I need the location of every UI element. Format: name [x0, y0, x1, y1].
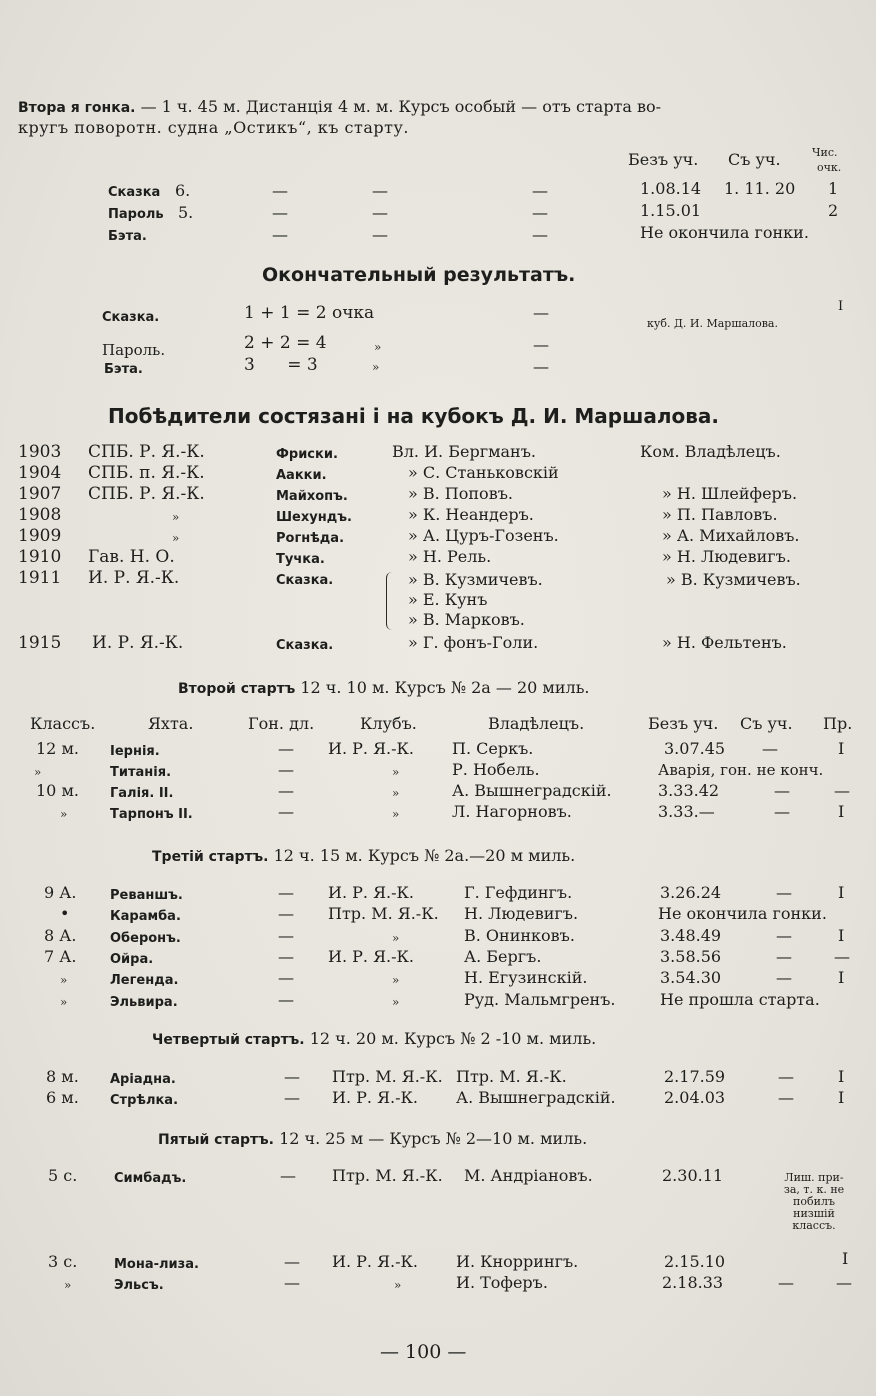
page-number: — 100 — — [380, 1341, 467, 1363]
race2-title: Втора я гонка. — [18, 100, 136, 116]
prize-note: куб. Д. И. Маршалова. — [647, 317, 778, 330]
dash: — — [533, 303, 549, 322]
yacht-name: Стрѣлка. — [110, 1093, 179, 1108]
helmsman: Вл. И. Бергманъ. — [392, 442, 536, 461]
start2-heading — [178, 679, 590, 698]
time-handicap: — — [762, 739, 778, 758]
year: 1910 — [18, 547, 62, 567]
length: — — [278, 883, 294, 902]
club: Птр. М. Я.-К. — [328, 904, 439, 923]
time-handicap: — — [774, 802, 790, 821]
note-line: Лиш. при- — [784, 1171, 844, 1184]
owner: А. Вышнеградскій. — [456, 1088, 616, 1107]
ditto-mark: » — [374, 340, 382, 354]
dash: — — [372, 225, 388, 244]
length: — — [278, 802, 294, 821]
helmsman: » В. Кузмичевъ. — [408, 570, 543, 589]
club: СПБ. Р. Я.-К. — [88, 484, 205, 504]
class: 5 с. — [48, 1166, 78, 1185]
final-calc: 2 + 2 = 4 — [244, 333, 327, 353]
prize: I — [838, 802, 845, 821]
crew-brace — [386, 572, 395, 630]
club: И. Р. Я.-К. — [332, 1252, 418, 1271]
time-no-handicap: 3.26.24 — [660, 883, 722, 902]
owner: » Н. Людевигъ. — [662, 547, 791, 566]
result-note: Не окончила гонки. — [640, 223, 809, 242]
owner: Г. Гефдингъ. — [464, 883, 573, 902]
winners-title: Побѣдители состязані і на кубокъ Д. И. Маршалова. — [108, 404, 719, 428]
note-line: классъ. — [792, 1219, 836, 1232]
race2-line2: кругъ поворотн. судна „Остикъ“, къ старту. — [18, 118, 409, 137]
owner: П. Серкъ. — [452, 739, 534, 758]
prize: — — [836, 1273, 852, 1292]
time-handicap: — — [776, 926, 792, 945]
length: — — [284, 1067, 300, 1086]
yacht-name: Шехундъ. — [276, 510, 352, 525]
class: 6 м. — [46, 1088, 79, 1107]
dash: — — [272, 225, 288, 244]
race2-header-points1: Чис. — [812, 146, 838, 159]
length: — — [278, 926, 294, 945]
class: » — [60, 973, 68, 987]
final-calc: 1 + 1 = 2 очка — [244, 303, 375, 323]
prize: I — [838, 883, 845, 902]
start4-heading — [152, 1030, 596, 1049]
race2-header-points2: очк. — [817, 161, 842, 174]
time-no-handicap: 2.15.10 — [664, 1252, 726, 1271]
start3-title: Третій стартъ. — [152, 849, 269, 865]
yacht-name: Галія. II. — [110, 786, 174, 801]
length: — — [280, 1166, 296, 1185]
time-no-handicap: 3.33.— — [658, 802, 715, 821]
owner: » Н. Шлейферъ. — [662, 484, 798, 503]
class: » — [34, 765, 42, 779]
col-yacht: Яхта. — [148, 714, 194, 733]
helmsman: » К. Неандеръ. — [408, 505, 534, 524]
yacht-name: Мона-лиза. — [114, 1257, 199, 1272]
class: 8 м. — [46, 1067, 79, 1086]
yacht-name: Рогнѣда. — [276, 531, 345, 546]
race-number: 5. — [178, 203, 194, 222]
prize: I — [838, 1088, 845, 1107]
start3-heading — [152, 847, 575, 866]
yacht-name: Реваншъ. — [110, 888, 183, 903]
year: 1911 — [18, 568, 62, 588]
disqualification-note — [764, 1172, 864, 1232]
final-yacht: Пароль. — [102, 341, 166, 359]
yacht-name: Симбадъ. — [114, 1171, 187, 1186]
yacht-name: Ойра. — [110, 952, 154, 967]
helmsman: » А. Цуръ-Гозенъ. — [408, 526, 559, 545]
prize: — — [834, 781, 850, 800]
time-no-handicap: 3.48.49 — [660, 926, 722, 945]
start2-info: 12 ч. 10 м. Курсъ № 2а — 20 миль. — [300, 678, 590, 697]
time-handicap: — — [778, 1067, 794, 1086]
length: — — [284, 1252, 300, 1271]
owner: Р. Нобель. — [452, 760, 540, 779]
class: 8 А. — [44, 926, 77, 945]
prize: I — [838, 1067, 845, 1086]
dash: — — [272, 181, 288, 200]
length: — — [284, 1273, 300, 1292]
time-handicap: 1. 11. 20 — [724, 179, 796, 198]
start5-title: Пятый стартъ. — [158, 1132, 274, 1148]
time-no-handicap: 1.08.14 — [640, 179, 702, 198]
club: И. Р. Я.-К. — [332, 1088, 418, 1107]
club: » — [172, 510, 180, 524]
year: 1903 — [18, 442, 62, 462]
club: И. Р. Я.-К. — [92, 633, 184, 653]
club: СПБ. Р. Я.-К. — [88, 442, 205, 462]
yacht-name: Сказка. — [276, 573, 334, 588]
col-no-handicap: Безъ уч. — [648, 714, 719, 733]
length: — — [278, 739, 294, 758]
yacht-name: Фриски. — [276, 447, 338, 462]
year: 1904 — [18, 463, 62, 483]
yacht-name: Эльсъ. — [114, 1278, 164, 1293]
yacht-name: Сказка — [108, 185, 161, 200]
class: 9 А. — [44, 883, 77, 902]
time-no-handicap: 1.15.01 — [640, 201, 702, 220]
yacht-name: Тарпонъ II. — [110, 807, 193, 822]
time-handicap: — — [774, 781, 790, 800]
dash: — — [532, 181, 548, 200]
prize: I — [842, 1249, 849, 1268]
prize: I — [838, 926, 845, 945]
club: Птр. М. Я.-К. — [332, 1166, 443, 1185]
note-line: побилъ — [793, 1195, 835, 1208]
col-handicap: Съ уч. — [740, 714, 793, 733]
final-yacht: Сказка. — [102, 310, 160, 325]
owner: А. Бергъ. — [464, 947, 542, 966]
time-no-handicap: 3.58.56 — [660, 947, 722, 966]
helmsman: » Н. Рель. — [408, 547, 492, 566]
club: » — [392, 786, 400, 800]
owner: А. Вышнеградскій. — [452, 781, 612, 800]
yacht-name: Эльвира. — [110, 995, 178, 1010]
dash: — — [532, 203, 548, 222]
club: » — [394, 1278, 402, 1292]
dash: — — [533, 357, 549, 376]
class: 12 м. — [36, 739, 79, 758]
ditto-mark: » — [372, 360, 380, 374]
club: » — [392, 765, 400, 779]
club: И. Р. Я.-К. — [88, 568, 180, 588]
club: Гав. Н. О. — [88, 547, 175, 567]
helmsman: » Е. Кунъ — [408, 590, 488, 609]
club: » — [392, 973, 400, 987]
col-owner: Владѣлецъ. — [488, 714, 585, 733]
club: СПБ. п. Я.-К. — [88, 463, 205, 483]
final-calc: 3 = 3 — [244, 355, 318, 375]
prize: — — [834, 947, 850, 966]
yacht-name: Майхопъ. — [276, 489, 348, 504]
owner: » П. Павловъ. — [662, 505, 778, 524]
note-line: за, т. к. не — [783, 1183, 845, 1196]
final-result-title: Окончательный результатъ. — [262, 264, 576, 286]
yacht-name: Карамба. — [110, 909, 181, 924]
class: » — [60, 807, 68, 821]
dash: — — [533, 335, 549, 354]
owner: Н. Егузинскій. — [464, 968, 588, 987]
result-note: Не окончила гонки. — [658, 904, 827, 923]
time-no-handicap: 3.07.45 — [664, 739, 726, 758]
time-no-handicap: 2.04.03 — [664, 1088, 726, 1107]
race-number: 6. — [175, 181, 191, 200]
helmsman: » В. Марковъ. — [408, 610, 525, 629]
year: 1915 — [18, 633, 62, 653]
helmsman: » В. Поповъ. — [408, 484, 513, 503]
col-length: Гон. дл. — [248, 714, 315, 733]
class: 10 м. — [36, 781, 79, 800]
owner: » Н. Фельтенъ. — [662, 633, 787, 652]
owner: » В. Кузмичевъ. — [666, 570, 801, 589]
helmsman: » Г. фонъ-Голи. — [408, 633, 539, 652]
owner: Птр. М. Я.-К. — [456, 1067, 567, 1086]
yacht-name: Іернія. — [110, 744, 160, 759]
points: 2 — [828, 201, 839, 220]
owner: Н. Людевигъ. — [464, 904, 579, 923]
length: — — [278, 760, 294, 779]
dash: — — [532, 225, 548, 244]
class: • — [60, 904, 70, 923]
length: — — [278, 990, 294, 1009]
dash: — — [372, 181, 388, 200]
col-prize: Пр. — [823, 714, 853, 733]
time-handicap: — — [776, 968, 792, 987]
race2-heading — [18, 98, 661, 117]
time-handicap: — — [776, 947, 792, 966]
prize: I — [838, 968, 845, 987]
yacht-name: Легенда. — [110, 973, 179, 988]
result-note: Не прошла старта. — [660, 990, 820, 1009]
time-no-handicap: 3.54.30 — [660, 968, 722, 987]
time-handicap: — — [778, 1088, 794, 1107]
dash: — — [372, 203, 388, 222]
yacht-name: Аріадна. — [110, 1072, 176, 1087]
race2-header-handicap: Съ уч. — [728, 150, 781, 169]
yacht-name: Оберонъ. — [110, 931, 181, 946]
start2-title: Второй стартъ — [178, 681, 296, 697]
start5-info: 12 ч. 25 м — Курсъ № 2—10 м. миль. — [279, 1129, 588, 1148]
race2-header-no-handicap: Безъ уч. — [628, 150, 699, 169]
owner: Ком. Владѣлецъ. — [640, 442, 781, 461]
club: И. Р. Я.-К. — [328, 883, 414, 902]
class: 7 А. — [44, 947, 77, 966]
owner: И. Тоферъ. — [456, 1273, 548, 1292]
time-handicap: — — [778, 1273, 794, 1292]
owner: И. Кноррингъ. — [456, 1252, 579, 1271]
club: Птр. М. Я.-К. — [332, 1067, 443, 1086]
helmsman: » С. Станьковскій — [408, 463, 559, 482]
start4-info: 12 ч. 20 м. Курсъ № 2 -10 м. миль. — [309, 1029, 597, 1048]
col-club: Клубъ. — [360, 714, 417, 733]
length: — — [278, 904, 294, 923]
club: » — [172, 531, 180, 545]
club: » — [392, 931, 400, 945]
prize: I — [838, 739, 845, 758]
class: 3 с. — [48, 1252, 78, 1271]
length: — — [278, 781, 294, 800]
year: 1907 — [18, 484, 62, 504]
race2-line1: — 1 ч. 45 м. Дистанція 4 м. м. Курсъ особый — отъ старта во- — [140, 97, 662, 116]
yacht-name: Пароль — [108, 207, 164, 222]
points: 1 — [828, 179, 839, 198]
yacht-name: Титанія. — [110, 765, 172, 780]
club: » — [392, 995, 400, 1009]
time-no-handicap: 2.17.59 — [664, 1067, 726, 1086]
year: 1909 — [18, 526, 62, 546]
length: — — [278, 947, 294, 966]
time-no-handicap: 3.33.42 — [658, 781, 720, 800]
dash: — — [272, 203, 288, 222]
club: И. Р. Я.-К. — [328, 739, 414, 758]
note-line: низшій — [793, 1207, 835, 1220]
owner: В. Онинковъ. — [464, 926, 575, 945]
final-yacht: Бэта. — [104, 362, 143, 377]
owner: Л. Нагорновъ. — [452, 802, 572, 821]
yacht-name: Бэта. — [108, 229, 147, 244]
start4-title: Четвертый стартъ. — [152, 1032, 305, 1048]
time-handicap: — — [776, 883, 792, 902]
time-no-handicap: 2.30.11 — [662, 1166, 724, 1185]
year: 1908 — [18, 505, 62, 525]
col-class: Классъ. — [30, 714, 96, 733]
start3-info: 12 ч. 15 м. Курсъ № 2а.—20 м миль. — [273, 846, 576, 865]
length: — — [284, 1088, 300, 1107]
owner: Руд. Мальмгренъ. — [464, 990, 616, 1009]
yacht-name: Тучка. — [276, 552, 325, 567]
start5-heading — [158, 1130, 587, 1149]
result-note: Аварія, гон. не конч. — [658, 761, 824, 779]
yacht-name: Аакки. — [276, 468, 327, 483]
time-no-handicap: 2.18.33 — [662, 1273, 724, 1292]
club: » — [392, 807, 400, 821]
class: » — [64, 1278, 72, 1292]
yacht-name: Сказка. — [276, 638, 334, 653]
class: » — [60, 995, 68, 1009]
owner: М. Андріановъ. — [464, 1166, 593, 1185]
length: — — [278, 968, 294, 987]
owner: » А. Михайловъ. — [662, 526, 800, 545]
club: И. Р. Я.-К. — [328, 947, 414, 966]
prize-place: I — [838, 299, 844, 314]
